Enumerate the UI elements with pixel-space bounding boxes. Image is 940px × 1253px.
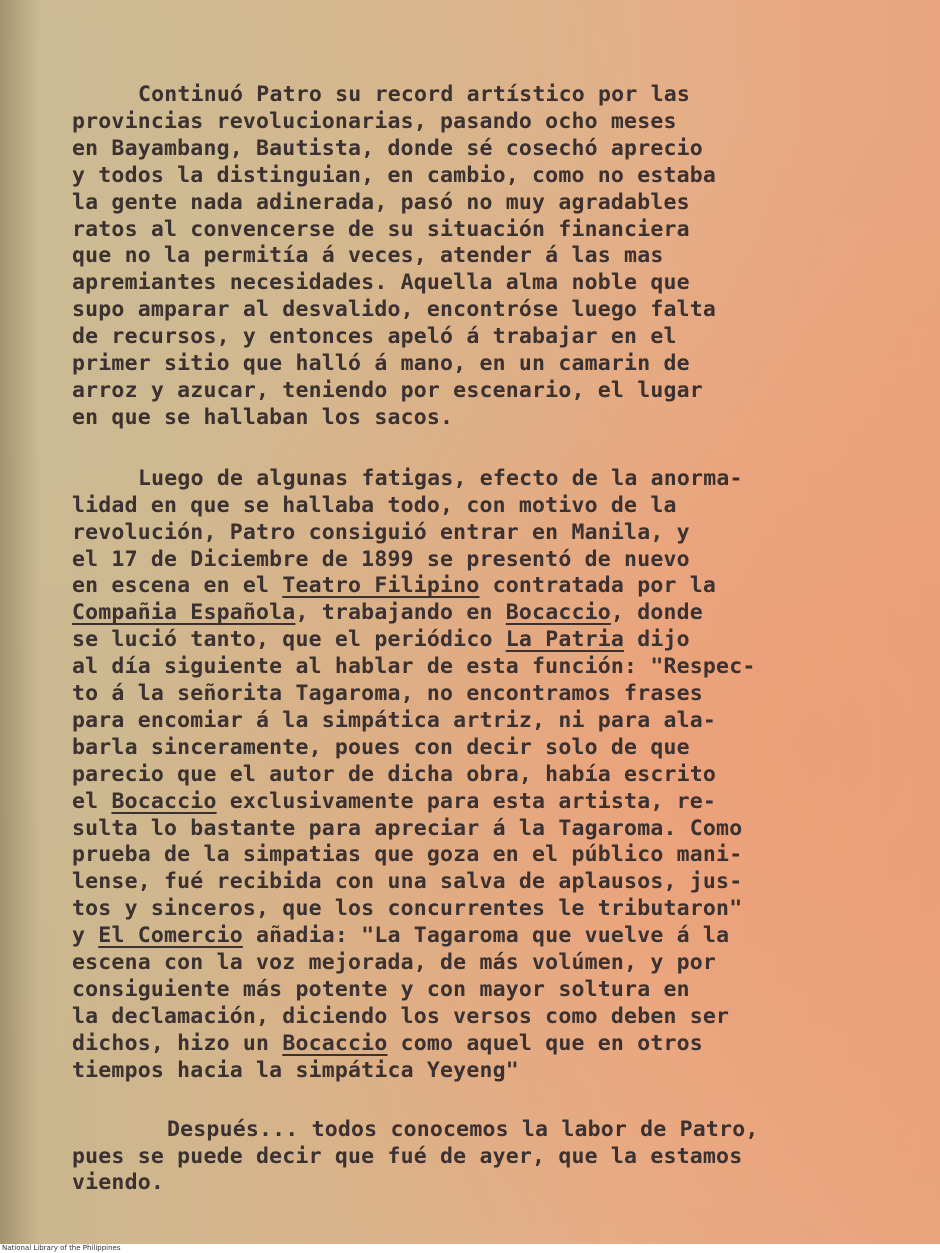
text-line: escena con la voz mejorada, de más volúmen, y por [72, 950, 717, 976]
text-line: en que se hallaban los sacos. [72, 404, 454, 430]
text-line: viendo. [72, 1170, 165, 1196]
text-span: exclusivamente para esta artista, re- [216, 788, 717, 814]
underlined-title: Bocaccio [505, 600, 611, 626]
text-line: al día siguiente al hablar de esta función: "Respec- [72, 654, 756, 680]
text-line: en Bayambang, Bautista, donde sé cosechó aprecio [72, 135, 703, 161]
text-line: y todos la distinguian, en cambio, como no estaba [72, 162, 717, 188]
text-line: de recursos, y entonces apeló á trabajar en el [72, 324, 677, 350]
text-line: Continuó Patro su record artístico por las [138, 82, 691, 107]
text-span: añadia: "La Tagaroma que vuelve á la [242, 923, 730, 949]
text-span: como aquel que en otros [387, 1030, 703, 1056]
text-line [72, 573, 872, 600]
text-line: Luego de algunas fatigas, efecto de la anorma- [138, 465, 743, 491]
text-line [72, 600, 872, 627]
text-line: primer sitio que halló á mano, en un camarin de [72, 351, 690, 377]
text-line: que no la permitía á veces, atender á las mas [72, 243, 664, 269]
text-line: supo amparar al desvalido, encontróse luego falta [72, 297, 717, 323]
text-span: en escena en el [72, 573, 283, 599]
paragraph-3 [72, 1117, 872, 1198]
text-line: tos y sinceros, que los concurrentes le tributaron" [72, 896, 743, 922]
text-span: y [72, 923, 99, 949]
text-line: lidad en que se hallaba todo, con motivo de la [72, 492, 677, 518]
text-line: pues se puede decir que fué de ayer, que la estamos [72, 1143, 743, 1169]
text-line: Después... todos conocemos la labor de Patro, [167, 1116, 759, 1142]
text-line: parecio que el autor de dicha obra, había escrito [72, 761, 717, 787]
text-line: para encomiar á la simpática artriz, ni para ala- [72, 707, 717, 733]
text-span: dijo [624, 627, 690, 653]
text-line: to á la señorita Tagaroma, no encontramos frases [72, 681, 703, 707]
text-span: contratada por la [479, 573, 717, 599]
underlined-title: Teatro Filipino [282, 573, 480, 599]
paragraph-2 [72, 466, 872, 1085]
text-span: , donde [610, 600, 703, 626]
typewritten-text [72, 82, 872, 1197]
text-line: arroz y azucar, teniendo por escenario, el lugar [72, 377, 703, 403]
text-span: dichos, hizo un [72, 1030, 283, 1056]
text-line [72, 923, 872, 950]
text-span: el [72, 788, 112, 814]
text-line: la gente nada adinerada, pasó no muy agradables [72, 189, 690, 215]
text-line: barla sinceramente, poues con decir solo de que [72, 734, 690, 760]
text-span: , trabajando en [295, 600, 506, 626]
text-line: la declamación, diciendo los versos como deben ser [72, 1003, 730, 1029]
text-line: sulta lo bastante para apreciar á la Tagaroma. Como [72, 815, 743, 841]
text-line: provincias revolucionarias, pasando ocho meses [72, 108, 677, 134]
paragraph-1 [72, 82, 872, 432]
text-line: tiempos hacia la simpática Yeyeng" [72, 1057, 519, 1083]
underlined-title: Compañia Española [72, 600, 296, 626]
text-line: el 17 de Diciembre de 1899 se presentó de nuevo [72, 546, 690, 572]
text-line: apremiantes necesidades. Aquella alma noble que [72, 270, 690, 296]
footer-credit: National Library of the Philippines [2, 1244, 121, 1252]
text-line: prueba de la simpatias que goza en el público mani- [72, 842, 743, 868]
text-line [72, 789, 872, 816]
underlined-title: Bocaccio [111, 788, 217, 814]
text-line: ratos al convencerse de su situación financiera [72, 216, 690, 242]
underlined-title: Bocaccio [282, 1030, 388, 1056]
text-span: se lució tanto, que el periódico [72, 627, 506, 653]
underlined-title: El Comercio [98, 923, 243, 949]
text-line [72, 627, 872, 654]
text-line: revolución, Patro consiguió entrar en Manila, y [72, 519, 690, 545]
text-line [72, 1031, 872, 1058]
text-line: lense, fué recibida con una salva de aplausos, jus- [72, 869, 743, 895]
text-line: consiguiente más potente y con mayor soltura en [72, 977, 690, 1002]
underlined-title: La Patria [505, 627, 625, 653]
